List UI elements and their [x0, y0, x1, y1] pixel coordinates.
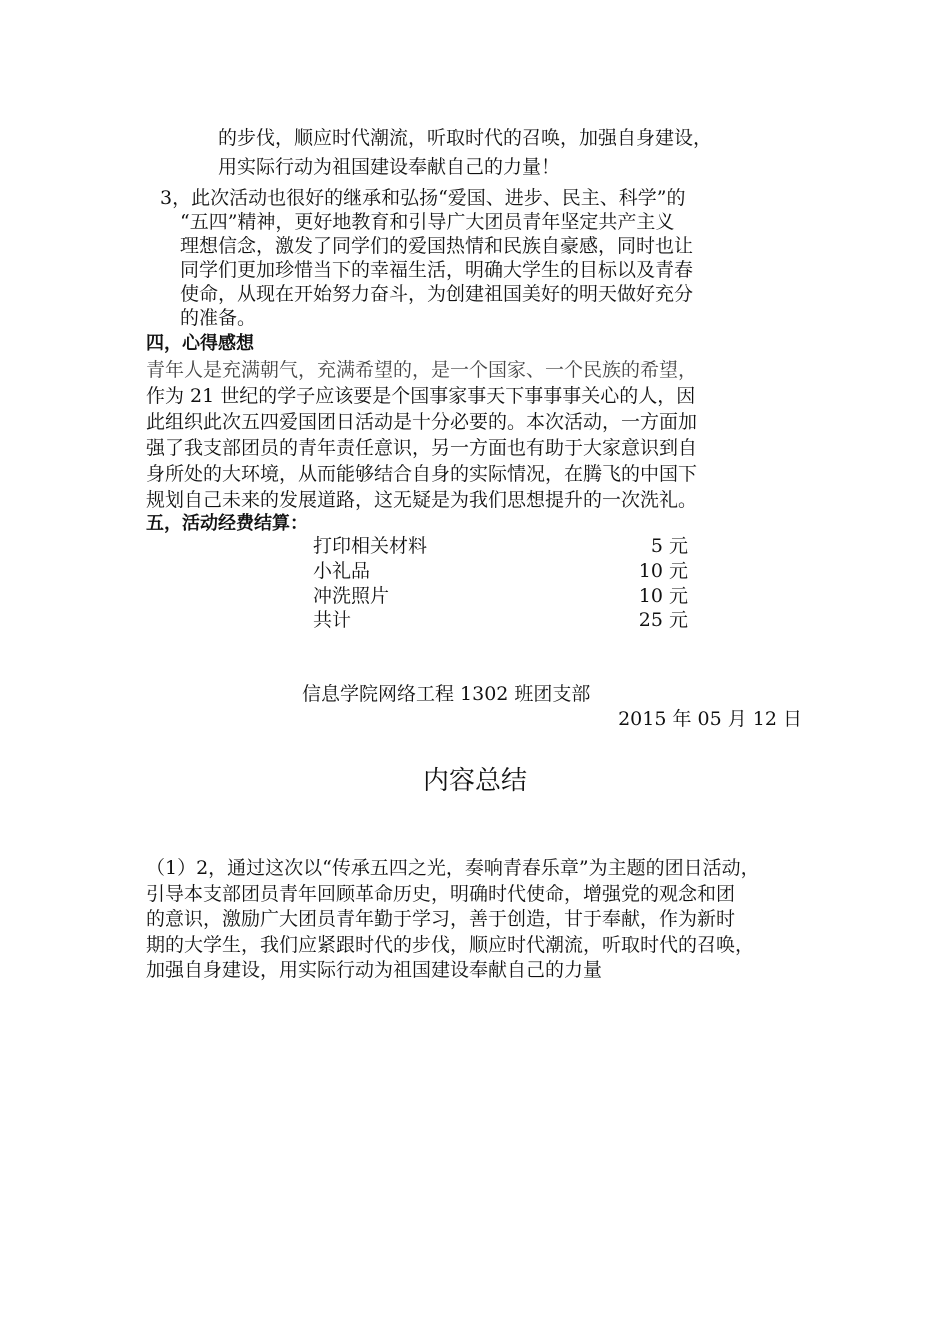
expense-amount: 10 元	[638, 585, 688, 607]
expense-amount: 5 元	[650, 535, 688, 557]
expense-row	[313, 559, 688, 583]
summary-line: 引导本支部团员青年回顾革命历史，明确时代使命，增强党的观念和团	[146, 883, 736, 905]
paragraph-line: 的步伐，顺应时代潮流，听取时代的召唤，加强自身建设，	[218, 127, 713, 149]
paragraph-line: 身所处的大环境，从而能够结合自身的实际情况，在腾飞的中国下	[146, 463, 698, 485]
paragraph-line: 用实际行动为祖国建设奉献自己的力量！	[218, 156, 561, 178]
expense-total-label: 共计	[313, 609, 352, 631]
section-heading-4: 四，心得感想	[146, 333, 254, 354]
summary-line: 期的大学生，我们应紧跟时代的步伐，顺应时代潮流，听取时代的召唤，	[146, 934, 755, 956]
paragraph-line: 强了我支部团员的青年责任意识，另一方面也有助于大家意识到自	[146, 437, 698, 459]
expense-row	[313, 584, 688, 608]
expense-total-amount: 25 元	[638, 609, 688, 631]
signature-date: 2015 年 05 月 12 日	[618, 708, 802, 730]
paragraph-line: 此组织此次五四爱国团日活动是十分必要的。本次活动，一方面加	[146, 411, 698, 433]
list-item-3-line: 使命，从现在开始努力奋斗，为创建祖国美好的明天做好充分	[180, 283, 694, 305]
section-heading-5: 五，活动经费结算：	[146, 513, 308, 534]
summary-line: 加强自身建设，用实际行动为祖国建设奉献自己的力量	[146, 959, 603, 981]
expense-name: 打印相关材料	[313, 535, 428, 557]
paragraph-line: 青年人是充满朝气，充满希望的，是一个国家、一个民族的希望，	[146, 359, 698, 381]
paragraph-line: 规划自己未来的发展道路，这无疑是为我们思想提升的一次洗礼。	[146, 489, 698, 511]
signature-org: 信息学院网络工程 1302 班团支部	[302, 683, 591, 705]
list-item-3-line: 同学们更加珍惜当下的幸福生活，明确大学生的目标以及青春	[180, 259, 694, 281]
paragraph-line: 作为 21 世纪的学子应该要是个国事家事天下事事事关心的人，因	[146, 385, 696, 407]
list-item-3-line: 理想信念，激发了同学们的爱国热情和民族自豪感，同时也让	[180, 235, 694, 257]
expense-name: 小礼品	[313, 560, 371, 582]
summary-line: （1）2，通过这次以“传承五四之光，奏响青春乐章”为主题的团日活动，	[146, 857, 760, 879]
list-item-3-line: “五四”精神，更好地教育和引导广大团员青年坚定共产主义	[180, 211, 675, 233]
expense-row	[313, 608, 688, 632]
expense-amount: 10 元	[638, 560, 688, 582]
expense-row	[313, 534, 688, 558]
summary-line: 的意识，激励广大团员青年勤于学习，善于创造，甘于奉献，作为新时	[146, 908, 736, 930]
list-item-3-line: 3，此次活动也很好的继承和弘扬“爱国、进步、民主、科学”的	[160, 187, 686, 209]
summary-title: 内容总结	[422, 766, 527, 796]
list-item-3-line: 的准备。	[180, 307, 257, 329]
expense-name: 冲洗照片	[313, 585, 390, 607]
